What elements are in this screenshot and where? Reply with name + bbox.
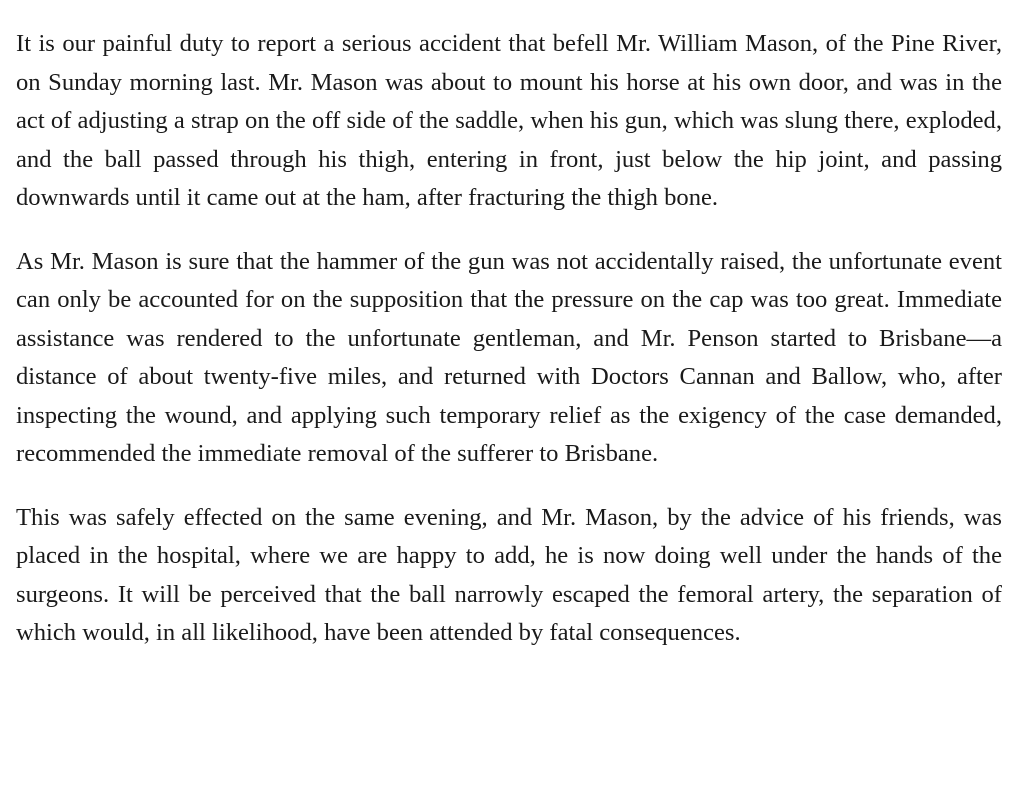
news-article	[16, 25, 1002, 653]
article-paragraph-3: This was safely effected on the same evening, and Mr. Mason, by the advice of his friends, was placed in the hospital, where we are happy to add, he is now doing well under the hands of the surgeons. It will be perceived that the ball narrowly escaped the femoral artery, the separation of which would, in all likelihood, have been attended by fatal consequences.	[16, 503, 1002, 646]
article-paragraph-1: It is our painful duty to report a serious accident that befell Mr. William Mason, of the Pine River, on Sunday morning last. Mr. Mason was about to mount his horse at his own door, and was in the act of adjusting a strap on the off side of the saddle, when his gun, which was slung there, exploded, and the ball passed through his thigh, entering in front, just below the hip joint, and passing downwards until it came out at the ham, after fracturing the thigh bone.	[16, 30, 1002, 211]
article-paragraph-2: As Mr. Mason is sure that the hammer of the gun was not accidentally raised, the unfortunate event can only be accounted for on the supposition that the pressure on the cap was too great. Immediate assistance was rendered to the unfortunate gentleman, and Mr. Penson started to Brisbane—a distance of about twenty-five miles, and returned with Doctors Cannan and Ballow, who, after inspecting the wound, and applying such temporary relief as the exigency of the case demanded, recommended the immediate removal of the sufferer to Brisbane.	[16, 247, 1002, 467]
